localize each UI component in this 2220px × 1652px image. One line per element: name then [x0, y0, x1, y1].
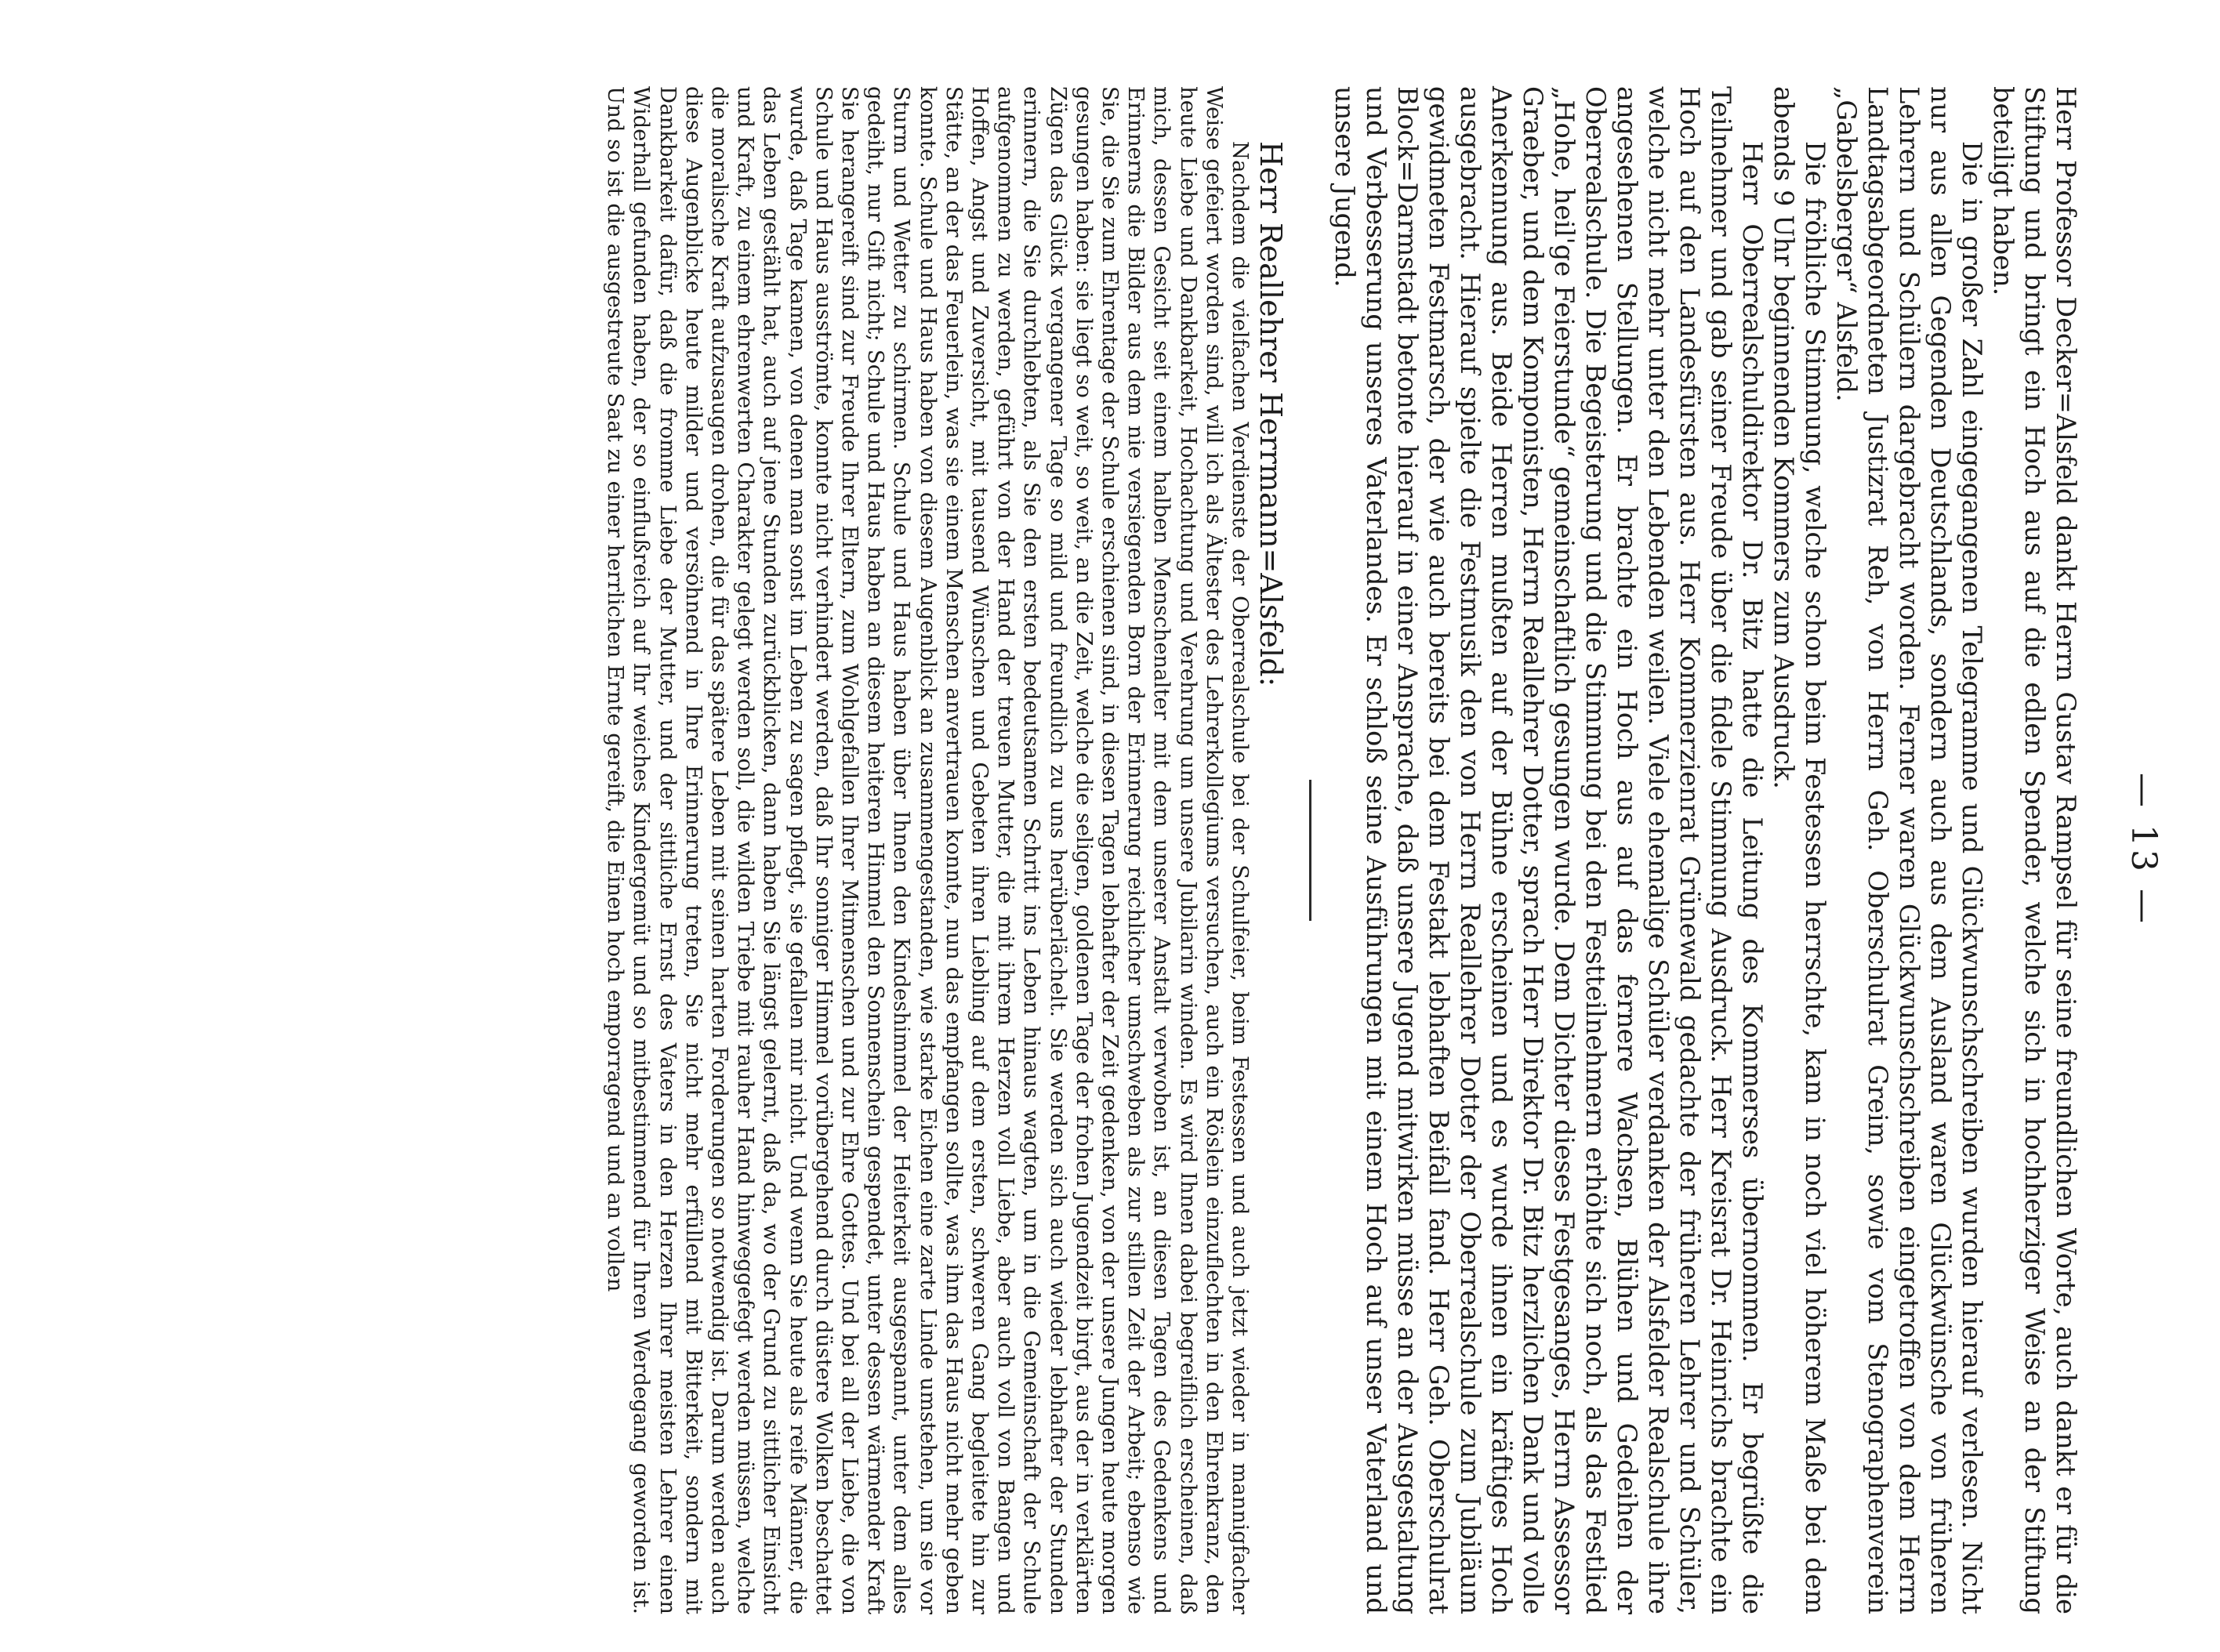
page-number: — 13 — — [2124, 773, 2164, 926]
rotated-page — [125, 71, 2164, 1628]
report-paragraph-1: Herr Professor Decker=Alsfeld dankt Herrn Gustav Rampsel für seine freundlichen Worte, auch dankt er für die Stiftung und bringt ein Hoch aus auf die edlen Spender, welche sich in hochherziger Weise an der Stiftung beteiligt haben. — [1988, 86, 2081, 1614]
report-paragraph-3: Die fröhliche Stimmung, welche schon beim Festessen herrschte, kam in noch viel höherem Maße bei dem abends 9 Uhr beginnenden Kommers zum Ausdruck. — [1768, 86, 1830, 1614]
page-body — [602, 86, 2081, 1614]
speech-heading: Herr Reallehrer Herrmann=Alsfeld: — [1253, 141, 1288, 687]
section-divider — [1309, 780, 1311, 921]
speech-paragraph-1: Nachdem die vielfachen Verdienste der Oberrealschule bei der Schulfeier, beim Festessen und auch jetzt wieder in mannigfacher Weise gefeiert worden sind, will ich als Ältester des Lehrerkollegiums versuchen, auch ein Röslein einzuflechten in den Ehrenkranz, den heute Liebe und Dankbarkeit, Hochachtung und Verehrung um unsere Jubilarin winden. Es wird Ihnen dabei begreiflich erscheinen, daß mich, dessen Gesicht seit einem halben Menschenalter mit dem unserer Anstalt verwoben ist, an diesen Tagen des Gedenkens und Erinnerns die Bilder aus dem nie versiegenden Born der Erinnerung reichlicher umschweben als zur stillen Zeit der Arbeit; ebenso wie Sie, die Sie zum Ehrentage der Schule erschienen sind, in diesen Tagen lebhafter der Zeit gedenken, von der unsere Jungen heute morgen gesungen haben: sie liegt so weit, so weit, an die Zeit, welche die seligen, goldenen Tage der frohen Jugendzeit birgt, aus der in verklärten Zügen das Glück vergangener Tage so mild und freundlich zu uns herüberlächelt. Sie werden sich auch wieder lebhafter der Stunden erinnern, die Sie durchlebten, als Sie den ersten bedeutsamen Schritt ins Leben hinaus wagten, um in die Gemeinschaft der Schule aufgenommen zu werden, geführt von der Hand der treuen Mutter, die mit ihrem Herzen voll Liebe, aber auch voll von Bangen und Hoffen, Angst und Zuversicht, mit tausend Wünschen und Gebeten ihren Liebling auf dem ersten, schweren Gang begleitete hin zur Stätte, an der das Feuerlein, was sie einem Menschen anvertrauen konnte, nun das empfangen sollte, was ihm das Haus nicht mehr geben konnte. Schule und Haus haben von diesem Augenblick an zusammengestanden, wie starke Eichen eine zarte Linde umstehen, um sie vor Sturm und Wetter zu schirmen. Schule und Haus haben über Ihnen den Kindeshimmel der Heiterkeit ausgespannt, unter dem alles gedeiht, nur Gift nicht; Schule und Haus haben an diesem heiteren Himmel den Sonnenschein gespendet, unter dessen wärmender Kraft Sie herangereift sind zur Freude Ihrer Eltern, zum Wohlgefallen Ihrer Mitmenschen und zur Ehre Gottes. Und bei all der Liebe, die von Schule und Haus ausströmte, konnte nicht verhindert werden, daß Ihr sonniger Himmel vorübergehend durch düstere Wolken beschattet wurde, daß Tage kamen, von denen man sonst im Leben zu sagen pflegt, sie gefallen mir nicht. Und wenn Sie heute als reife Männer, die das Leben gestählt hat, auch auf jene Stunden zurückblicken, dann haben Sie längst gelernt, daß da, wo der Grund zu sittlicher Einsicht und Kraft, zu einem ehrenwerten Charakter gelegt werden soll, die wilden Triebe mit rauher Hand hinweggefegt werden müssen, welche die moralische Kraft aufzusaugen drohen, die für das spätere Leben mit seinen harten Forderungen so notwendig ist. Darum werden auch diese Augenblicke heute milder und versöhnend in Ihre Erinnerung treten, Sie nicht mehr erfüllend mit Bitterkeit, sondern mit Dankbarkeit dafür, daß die fromme Liebe der Mutter, und der sittliche Ernst des Vaters in den Herzen Ihrer meisten Lehrer einen Widerhall gefunden haben, der so einflußreich auf Ihr weiches Kindergemüt und so mitbestimmend für Ihren Werdegang geworden ist. Und so ist die ausgestreute Saat zu einer herrlichen Ernte gereift, die Einen hoch emporragend und an vollen — [603, 86, 1253, 1614]
report-paragraph-2: Die in großer Zahl eingegangenen Telegramme und Glückwunschschreiben wurden hierauf verlesen. Nicht nur aus allen Gegenden Deutschlands, sondern auch aus dem Ausland waren Glückwünsche von früheren Lehrern und Schülern dargebracht worden. Ferner waren Glückwunschschreiben eingetroffen von dem Herrn Landtagsabgeordneten Justizrat Reh, von Herrn Geh. Oberschulrat Greim, sowie vom Stenographenverein „Gabelsberger“ Alsfeld. — [1831, 86, 1987, 1614]
report-paragraph-4: Herr Oberrealschuldirektor Dr. Bitz hatte die Leitung des Kommerses übernommen. Er begrüßte die Teilnehmer und gab seiner Freude über die fidele Stimmung Ausdruck. Herr Kreisrat Dr. Heinrichs brachte ein Hoch auf den Landesfürsten aus. Herr Kommerzienrat Grünewald gedachte der früheren Lehrer und Schüler, welche nicht mehr unter den Lebenden weilen. Viele ehemalige Schüler verdanken der Alsfelder Realschule ihre angesehenen Stellungen. Er brachte ein Hoch aus auf das fernere Wachsen, Blühen und Gedeihen der Oberrealschule. Die Begeisterung und die Stimmung bei den Festteilnehmern erhöhte sich noch, als das Festlied „Hohe, heil'ge Feierstunde“ gemeinschaftlich gesungen wurde. Dem Dichter dieses Festgesanges, Herrn Assessor Graeber, und dem Komponisten, Herrn Reallehrer Dotter, sprach Herr Direktor Dr. Bitz herzlichen Dank und volle Anerkennung aus. Beide Herren mußten auf der Bühne erscheinen und es wurde ihnen ein kräftiges Hoch ausgebracht. Hierauf spielte die Festmusik den von Herrn Reallehrer Dotter der Oberrealschule zum Jubiläum gewidmeten Festmarsch, der wie auch bereits bei dem Festakt lebhaften Beifall fand. Herr Geh. Oberschulrat Block=Darmstadt betonte hierauf in einer Ansprache, daß unsere Jugend mitwirken müsse an der Ausgestaltung und Verbesserung unseres Vaterlandes. Er schloß seine Ausführungen mit einem Hoch auf unser Vaterland und unsere Jugend. — [1329, 86, 1768, 1614]
speech-text — [602, 86, 1253, 1614]
